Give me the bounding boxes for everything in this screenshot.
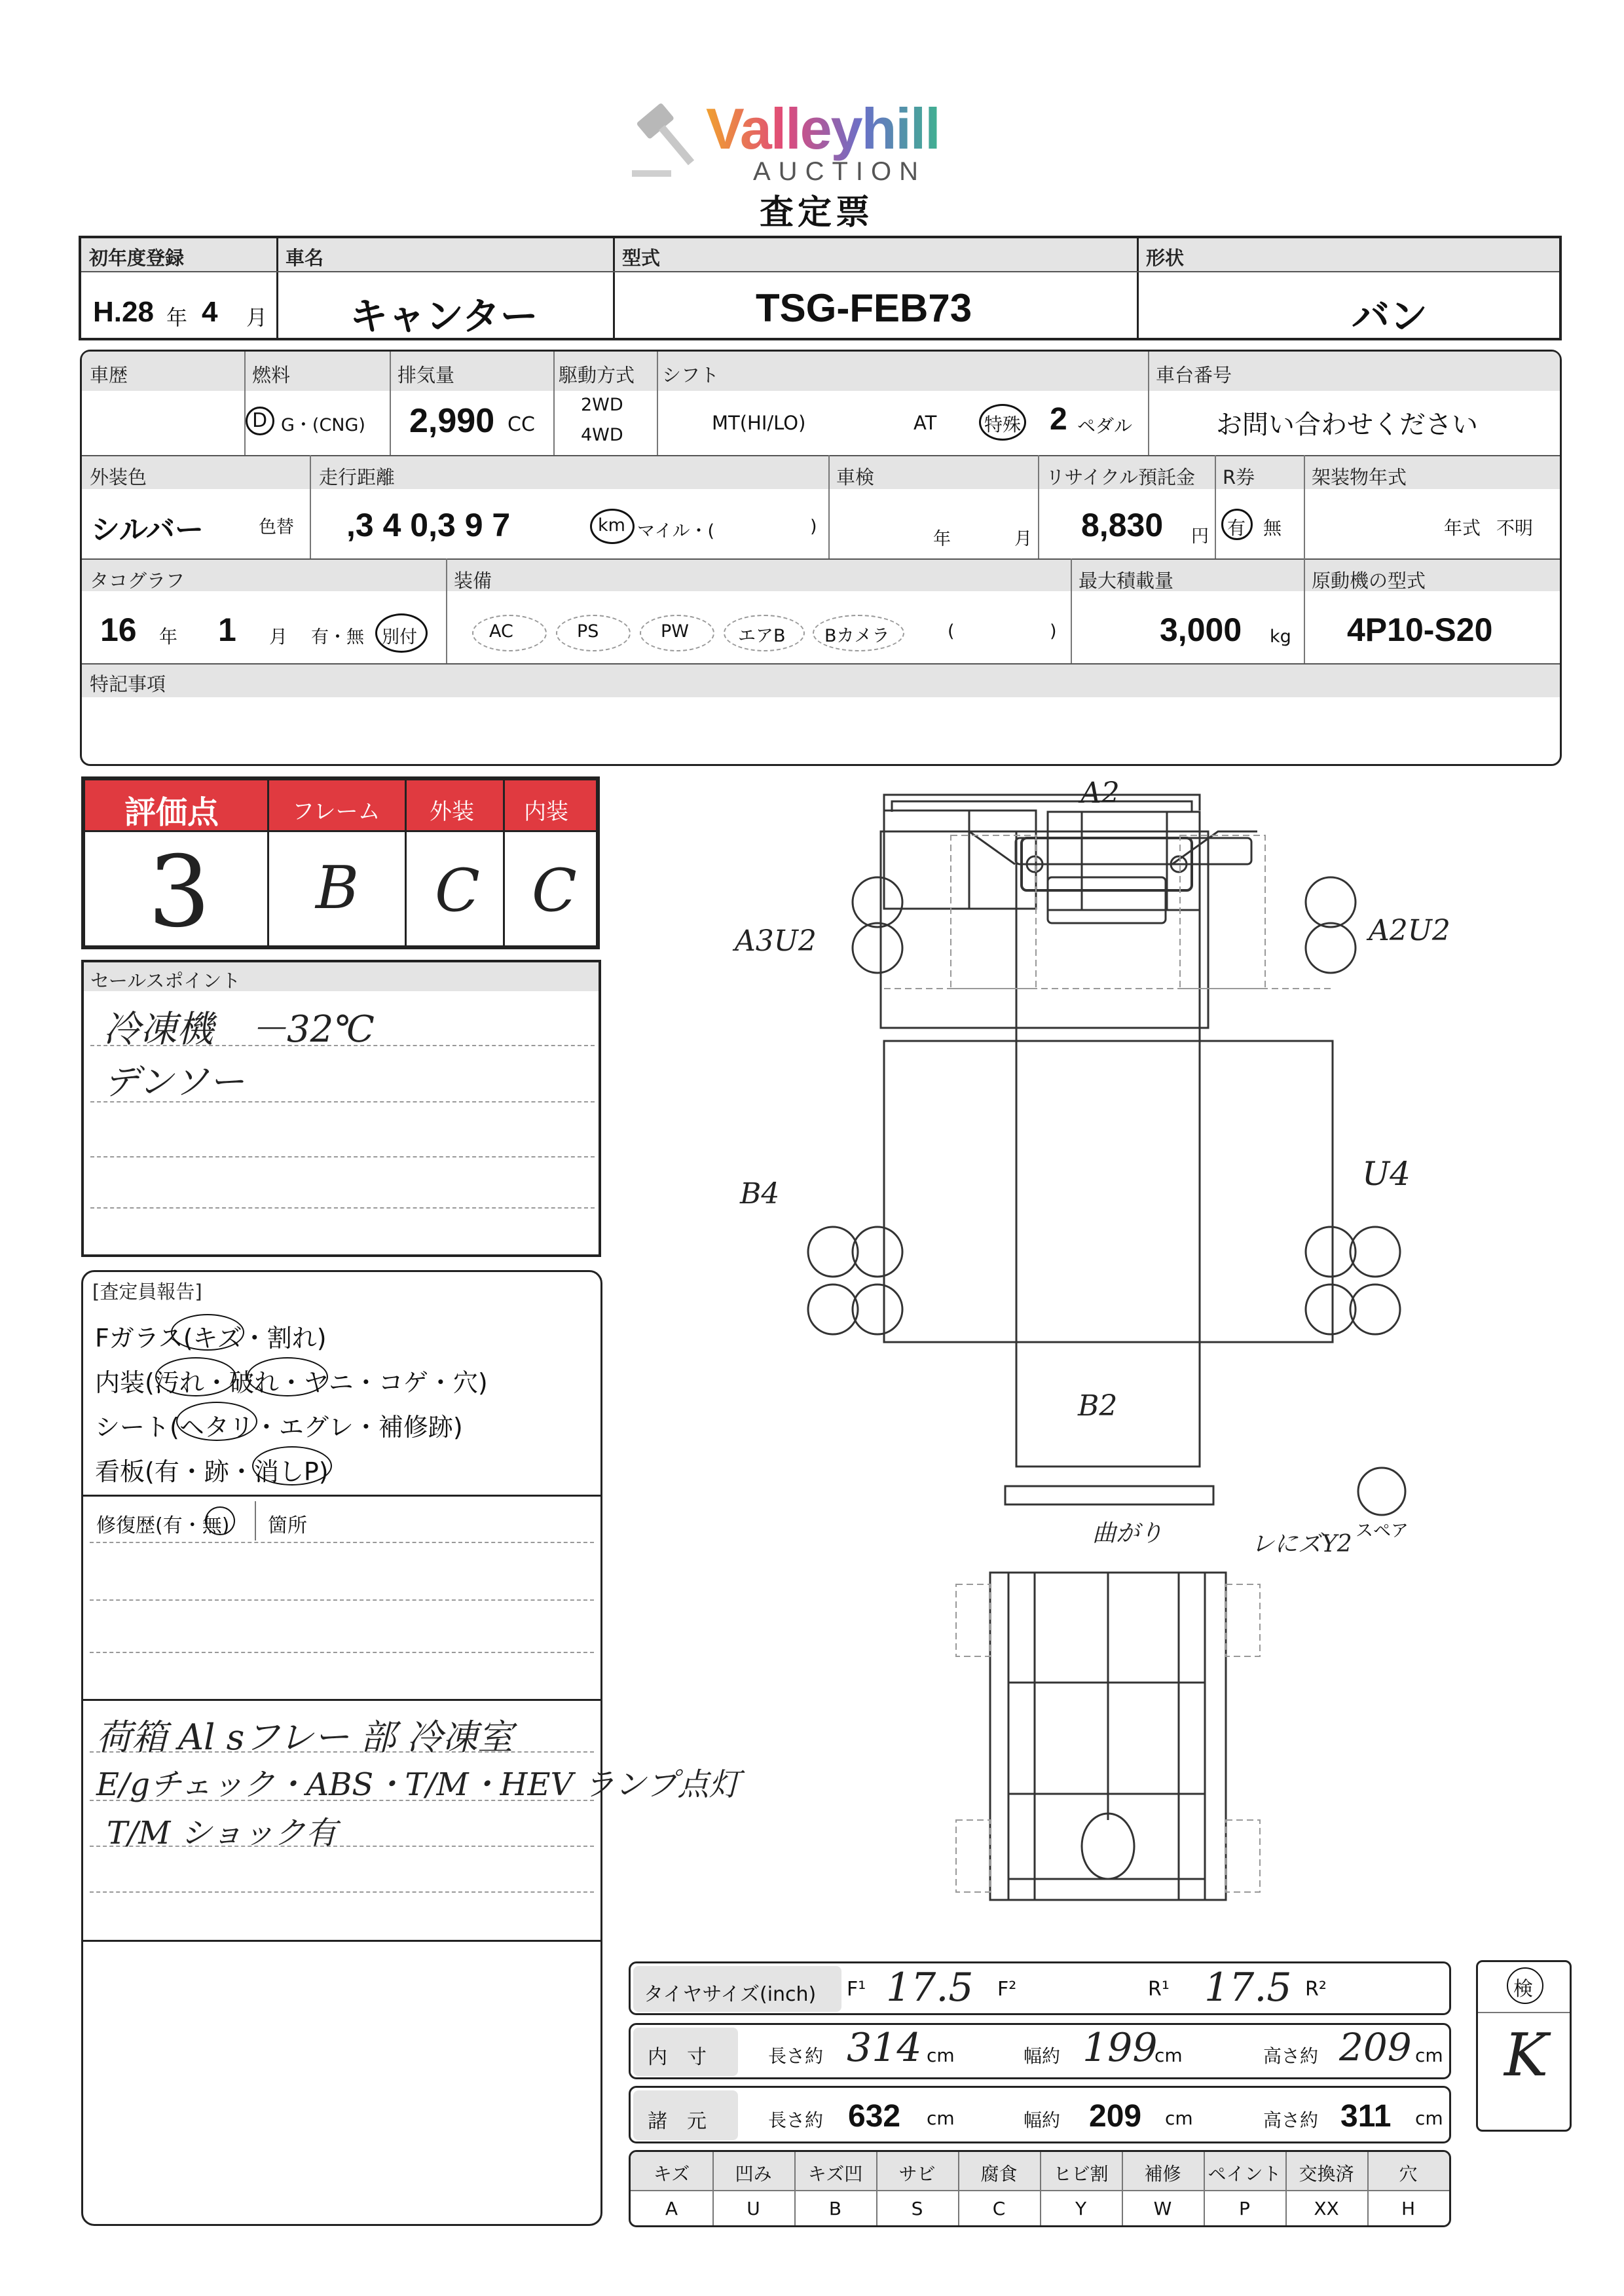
history-label: 車歴 [90, 364, 128, 386]
tacho-year: 16 [100, 611, 137, 648]
tacho-year-unit: 年 [159, 626, 178, 647]
equip-paren-open: ( [948, 621, 955, 642]
tacho-opts: 有・無 [311, 627, 364, 647]
r-no: 無 [1263, 517, 1282, 539]
legend-name-1: 凹み [735, 2163, 772, 2185]
mark-u4: U4 [1362, 1155, 1411, 1193]
legend-code-8: XX [1314, 2198, 1339, 2219]
first-reg-value: H.28 [93, 296, 154, 328]
pedal-unit: ペダル [1077, 415, 1133, 437]
inspector-line-2: 内装(汚れ・破れ・ヤニ・コゲ・穴) [95, 1368, 488, 1397]
score-label: 評価点 [124, 794, 219, 831]
mileage-value: ,3 4 0,3 9 7 [346, 507, 511, 543]
sales-point-box [81, 960, 601, 1257]
info-box [80, 350, 1562, 766]
load-unit: kg [1270, 627, 1291, 647]
drive-4wd: 4WD [581, 425, 623, 445]
mileage-label: 走行距離 [319, 466, 396, 488]
inner-label: 内 寸 [648, 2046, 707, 2069]
interior-label: 内装 [524, 799, 568, 825]
inner-w-unit: cm [1154, 2045, 1183, 2066]
shift-at: AT [913, 412, 937, 434]
inner-len-label: 長さ約 [768, 2045, 824, 2067]
mark-b2: B2 [1078, 1389, 1118, 1423]
inner-h: 209 [1339, 2025, 1412, 2069]
legend-name-5: ヒビ割 [1053, 2163, 1109, 2185]
equip-ac: AC [489, 621, 513, 642]
legend-code-4: C [992, 2198, 1006, 2219]
interior-value: C [532, 856, 577, 925]
drive-2wd: 2WD [581, 395, 623, 415]
recycle-label: リサイクル預託金 [1046, 466, 1195, 488]
vehicle-diagram [720, 773, 1532, 1938]
tire-f1: 17.5 [886, 1965, 974, 2011]
inner-h-unit: cm [1415, 2045, 1443, 2066]
score-value: 3 [148, 835, 211, 949]
body-year-label: 架装物年式 [1312, 466, 1407, 488]
mark-a3u2: A3U2 [735, 924, 817, 958]
tacho-separate: 別付 [382, 627, 417, 647]
mark-remark-right: レにズY2 [1251, 1531, 1352, 1558]
tire-r1: 17.5 [1204, 1965, 1292, 2011]
equip-ps: PS [577, 621, 599, 642]
mark-circle-keshi [252, 1446, 332, 1485]
mileage-mile-close: ) [810, 517, 817, 537]
inner-len-unit: cm [927, 2045, 955, 2066]
car-name: キャンター [350, 294, 538, 338]
logo-sub: AUCTION [753, 157, 926, 186]
tire-f2-label: F² [997, 1978, 1017, 2001]
inspection-year: 年 [933, 529, 951, 549]
shift-special: 特殊 [984, 414, 1022, 435]
frame-label: フレーム [292, 799, 380, 825]
body-year-unit: 年式 [1444, 517, 1481, 539]
legend-name-6: 補修 [1144, 2163, 1181, 2185]
mark-bent: 曲がり [1092, 1520, 1164, 1547]
color-label: 外装色 [90, 466, 147, 488]
remark-line-1: 荷箱 Al sフレー 部 冷凍室 [96, 1717, 513, 1758]
logo-brand: Valleyhill [706, 96, 940, 161]
legend-code-2: B [828, 2198, 842, 2219]
first-reg-month: 4 [202, 296, 218, 328]
legend-code-7: P [1239, 2198, 1250, 2219]
equip-label: 装備 [454, 570, 492, 592]
spec-w-label: 幅約 [1024, 2109, 1061, 2131]
color-change: 色替 [259, 517, 294, 538]
legend-name-7: ペイント [1208, 2163, 1282, 2185]
inner-len: 314 [847, 2025, 922, 2071]
mark-a2u2: A2U2 [1369, 914, 1450, 947]
inspector-line-1: Fガラス(キズ・割れ) [95, 1324, 327, 1353]
sales-point-line-2: デンソー [103, 1061, 244, 1102]
legend-name-9: 穴 [1399, 2163, 1418, 2185]
tacho-label: タコグラフ [90, 570, 185, 592]
legend-code-5: Y [1075, 2198, 1087, 2219]
legend [629, 2150, 1451, 2227]
shape-label: 形状 [1146, 247, 1185, 269]
displacement-unit: CC [507, 413, 535, 436]
first-reg-label: 初年度登録 [89, 247, 185, 269]
legend-code-3: S [911, 2198, 923, 2219]
fuel-label: 燃料 [252, 364, 291, 386]
equip-bcam: Bカメラ [824, 626, 890, 646]
first-reg-year-unit: 年 [166, 305, 188, 330]
spare-label: スペア [1356, 1521, 1409, 1541]
spec-len: 632 [848, 2099, 901, 2134]
sales-point-line-1: 冷凍機 －32℃ [103, 1008, 375, 1051]
r-label: R券 [1223, 466, 1255, 488]
legend-code-1: U [747, 2198, 760, 2219]
shift-mt: MT(HI/LO) [712, 412, 806, 434]
first-reg-month-unit: 月 [246, 305, 268, 330]
shape-value: バン [1352, 294, 1428, 338]
tire-f1-label: F¹ [847, 1978, 866, 2001]
fuel-diesel: D [252, 409, 268, 432]
inspection-label: 車検 [836, 466, 875, 488]
chassis-label: 車台番号 [1156, 364, 1232, 386]
tire-label: タイヤサイズ(inch) [644, 1983, 817, 2006]
inner-h-label: 高さ約 [1263, 2045, 1319, 2067]
spec-label: 諸 元 [648, 2110, 707, 2133]
tacho-month: 1 [218, 611, 236, 648]
equip-paren-close: ) [1050, 621, 1057, 642]
body-year-unknown: 不明 [1496, 517, 1534, 539]
legend-code-9: H [1401, 2198, 1416, 2219]
mark-circle-kizu [171, 1314, 244, 1351]
tacho-month-unit: 月 [269, 626, 288, 647]
spec-len-label: 長さ約 [768, 2109, 824, 2131]
tire-r2-label: R² [1305, 1978, 1327, 2001]
fuel-other: G・(CNG) [281, 415, 365, 435]
exterior-label: 外装 [430, 799, 474, 825]
load-label: 最大積載量 [1079, 570, 1174, 592]
exterior-value: C [435, 856, 480, 925]
spec-w: 209 [1089, 2099, 1142, 2134]
legend-name-8: 交換済 [1299, 2163, 1354, 2185]
stamp-box [1476, 1960, 1572, 2132]
repair-place: 箇所 [268, 1514, 307, 1537]
pedal-count: 2 [1050, 402, 1067, 437]
spec-w-unit: cm [1165, 2107, 1193, 2129]
score-box [81, 776, 600, 949]
shift-label: シフト [662, 364, 720, 386]
displacement-value: 2,990 [409, 402, 495, 440]
gavel-icon [629, 92, 707, 183]
mileage-km: km [598, 515, 625, 536]
r-yes: 有 [1227, 517, 1246, 539]
equip-airbag: エアB [738, 626, 786, 646]
equip-pw: PW [661, 621, 689, 642]
remark-line-2: E/gチェック・ABS・T/M・HEV ランプ点灯 [96, 1766, 741, 1803]
legend-name-4: 腐食 [980, 2163, 1018, 2185]
color-value: シルバー [91, 513, 204, 547]
mark-circle-repair-none [205, 1506, 235, 1535]
spec-h: 311 [1340, 2099, 1392, 2134]
inspector-line-4: 看板(有・跡・消しP) [95, 1457, 329, 1486]
spec-h-label: 高さ約 [1263, 2109, 1319, 2131]
repair-label: 修復歴(有・無) [96, 1514, 230, 1537]
inspector-label: [査定員報告] [92, 1281, 202, 1303]
model-value: TSG-FEB73 [756, 286, 972, 330]
mark-b4: B4 [740, 1177, 780, 1211]
engine-label: 原動機の型式 [1312, 570, 1426, 592]
legend-name-0: キズ [653, 2163, 690, 2185]
stamp-initial: K [1504, 2021, 1549, 2090]
tire-row [629, 1961, 1451, 2015]
engine-value: 4P10-S20 [1347, 611, 1493, 648]
legend-code-0: A [665, 2198, 678, 2219]
doc-title: 査定票 [760, 193, 874, 232]
tire-r1-label: R¹ [1148, 1978, 1170, 2001]
spec-row [629, 2086, 1451, 2143]
mileage-mile: マイル・( [637, 521, 714, 541]
row1-box [79, 236, 1562, 340]
load-value: 3,000 [1160, 611, 1242, 648]
notes-label: 特記事項 [90, 673, 166, 695]
spec-h-unit: cm [1415, 2107, 1443, 2129]
model-label: 型式 [622, 247, 661, 269]
legend-name-3: サビ [898, 2163, 936, 2185]
inspector-line-3: シート(ヘタリ・エグレ・補修跡) [95, 1413, 463, 1442]
mark-circle-yogore [155, 1357, 236, 1396]
remark-line-3: T/M ショック有 [107, 1815, 337, 1851]
displacement-label: 排気量 [397, 364, 455, 386]
recycle-unit: 円 [1191, 526, 1209, 547]
mark-a2: A2 [1080, 776, 1120, 810]
inner-row [629, 2023, 1451, 2079]
inner-w-label: 幅約 [1024, 2045, 1061, 2067]
inner-w: 199 [1082, 2025, 1158, 2071]
drive-label: 駆動方式 [559, 364, 635, 386]
stamp-label: 検 [1513, 1978, 1533, 2001]
legend-code-6: W [1153, 2198, 1172, 2219]
mark-circle-yabure [247, 1357, 328, 1396]
frame-value: B [316, 854, 360, 922]
car-name-label: 車名 [286, 247, 324, 269]
legend-name-2: キズ凹 [807, 2163, 863, 2185]
chassis-value: お問い合わせください [1216, 410, 1478, 440]
spec-len-unit: cm [927, 2107, 955, 2129]
logo [629, 92, 995, 190]
recycle-value: 8,830 [1081, 507, 1164, 543]
sales-point-label: セールスポイント [90, 970, 241, 992]
mark-circle-hetari [176, 1402, 257, 1441]
inspection-month: 月 [1014, 529, 1032, 549]
